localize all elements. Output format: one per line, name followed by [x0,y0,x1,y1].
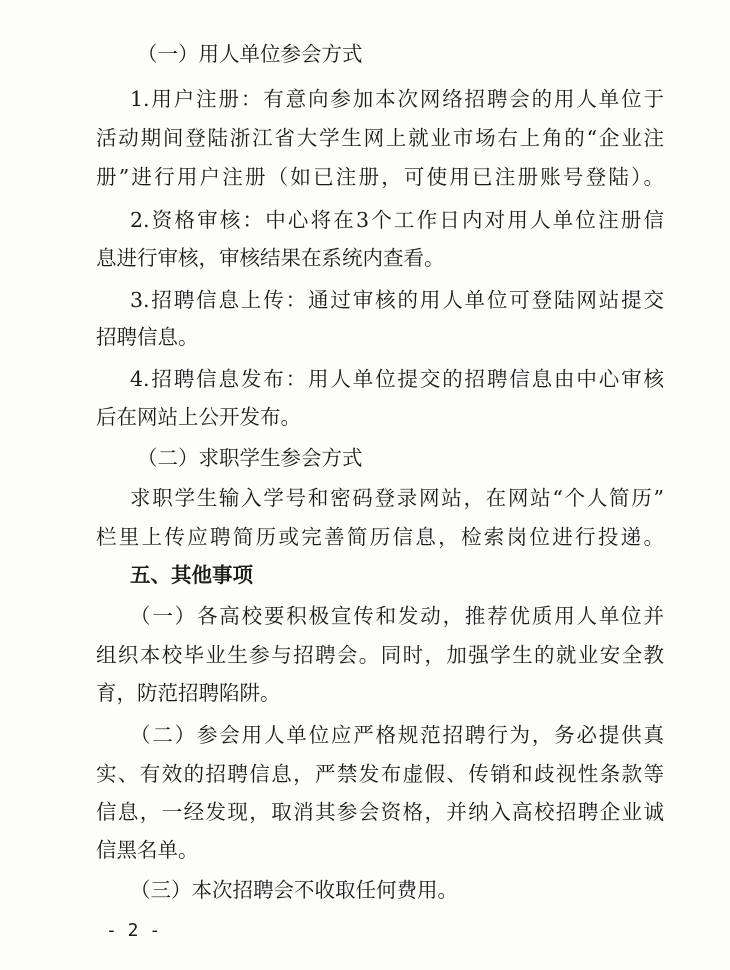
paragraph-line: 栏里上传应聘简历或完善简历信息，检索岗位进行投递。 [96,525,664,549]
paragraph-line: 册”进行用户注册（如已注册，可使用已注册账号登陆）。 [96,165,664,189]
paragraph-line: 组织本校毕业生参与招聘会。同时，加强学生的就业安全教 [96,643,664,667]
section-heading-student-participation: （二）求职学生参会方式 [137,446,363,470]
paragraph-line: 3.招聘信息上传：通过审核的用人单位可登陆网站提交 [130,288,664,312]
section-heading-other-matters: 五、其他事项 [130,563,253,587]
section-heading-employer-participation: （一）用人单位参会方式 [137,42,363,66]
paragraph-line: （二）参会用人单位应严格规范招聘行为，务必提供真 [130,723,664,747]
paragraph-line: 1.用户注册：有意向参加本次网络招聘会的用人单位于 [130,87,664,111]
paragraph-line: （三）本次招聘会不收取任何费用。 [130,878,458,902]
paragraph-line: 后在网站上公开发布。 [96,405,301,429]
paragraph-line: 招聘信息。 [96,325,199,349]
paragraph-line: 息进行审核，审核结果在系统内查看。 [96,246,445,270]
paragraph-line: 求职学生输入学号和密码登录网站，在网站“个人简历” [130,486,664,510]
paragraph-line: 信息，一经发现，取消其参会资格，并纳入高校招聘企业诚 [96,800,664,824]
paragraph-line: 4.招聘信息发布：用人单位提交的招聘信息由中心审核 [130,367,664,391]
paragraph-line: 育，防范招聘陷阱。 [96,681,281,705]
paragraph-line: 活动期间登陆浙江省大学生网上就业市场右上角的“企业注 [96,126,664,150]
paragraph-line: 实、有效的招聘信息，严禁发布虚假、传销和歧视性条款等 [96,762,664,786]
paragraph-line: 2.资格审核：中心将在3个工作日内对用人单位注册信 [130,208,664,232]
paragraph-line: （一）各高校要积极宣传和发动，推荐优质用人单位并 [130,604,664,628]
page-number: - 2 - [106,920,161,941]
paragraph-line: 信黑名单。 [96,838,199,862]
